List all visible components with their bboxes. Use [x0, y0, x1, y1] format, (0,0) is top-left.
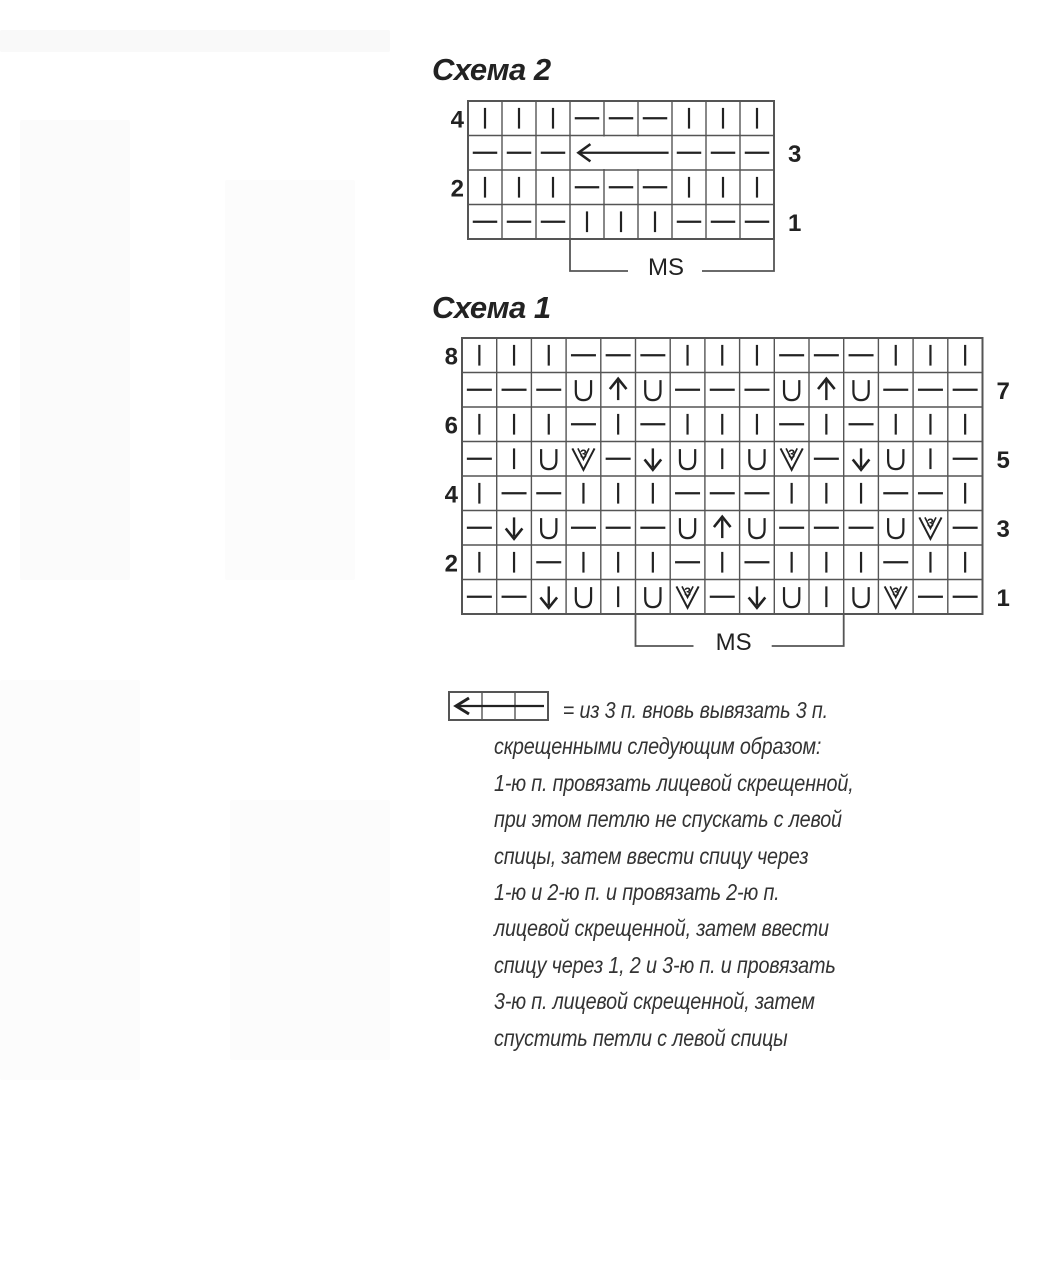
chart1-row-label-right: 3	[996, 515, 1010, 543]
chart2-row-label-left: 4	[450, 106, 464, 134]
legend-line: спустить петли с левой спицы	[494, 1024, 788, 1051]
legend-line: 1-ю п. провязать лицевой скрещенной,	[494, 769, 854, 796]
legend-line: лицевой скрещенной, затем ввести	[494, 915, 829, 942]
chart1-repeat-label: MS	[715, 629, 752, 656]
chart2-repeat-label: MS	[648, 254, 684, 281]
chart2-row-label-right: 1	[788, 209, 802, 237]
increase-number: 3	[579, 447, 587, 462]
legend-line: 3-ю п. лицевой скрещенной, затем	[494, 988, 815, 1015]
legend-line: 1-ю и 2-ю п. и провязать 2-ю п.	[494, 879, 780, 906]
increase-number: 3	[684, 585, 692, 600]
chart1-row-label-left: 6	[444, 412, 458, 440]
legend-text	[494, 692, 890, 1056]
legend-line: при этом петлю не спускать с левой	[494, 806, 842, 833]
legend-line: спицу через 1, 2 и 3-ю п. и провязать	[494, 951, 836, 978]
chart2-row-label-right: 3	[788, 140, 802, 168]
legend-line: спицы, затем ввести спицу через	[494, 842, 809, 869]
chart1-row-label-right: 5	[996, 446, 1010, 474]
chart2-row-label-left: 2	[450, 175, 464, 203]
chart1-row-label-right: 7	[996, 377, 1010, 405]
increase-number: 3	[788, 447, 796, 462]
legend-line: = из 3 п. вновь вывязать 3 п.	[562, 697, 828, 723]
chart1-row-label-left: 4	[444, 481, 458, 509]
chart1-row-label-left: 2	[444, 550, 458, 578]
chart2-title: Схема 2	[432, 52, 551, 87]
chart1-row-label-left: 8	[444, 343, 458, 371]
increase-number: 3	[892, 585, 900, 600]
increase-number: 3	[926, 516, 934, 531]
chart1-title: Схема 1	[432, 290, 551, 325]
chart1-row-label-right: 1	[996, 584, 1010, 612]
legend-line: скрещенными следующим образом:	[494, 733, 822, 760]
